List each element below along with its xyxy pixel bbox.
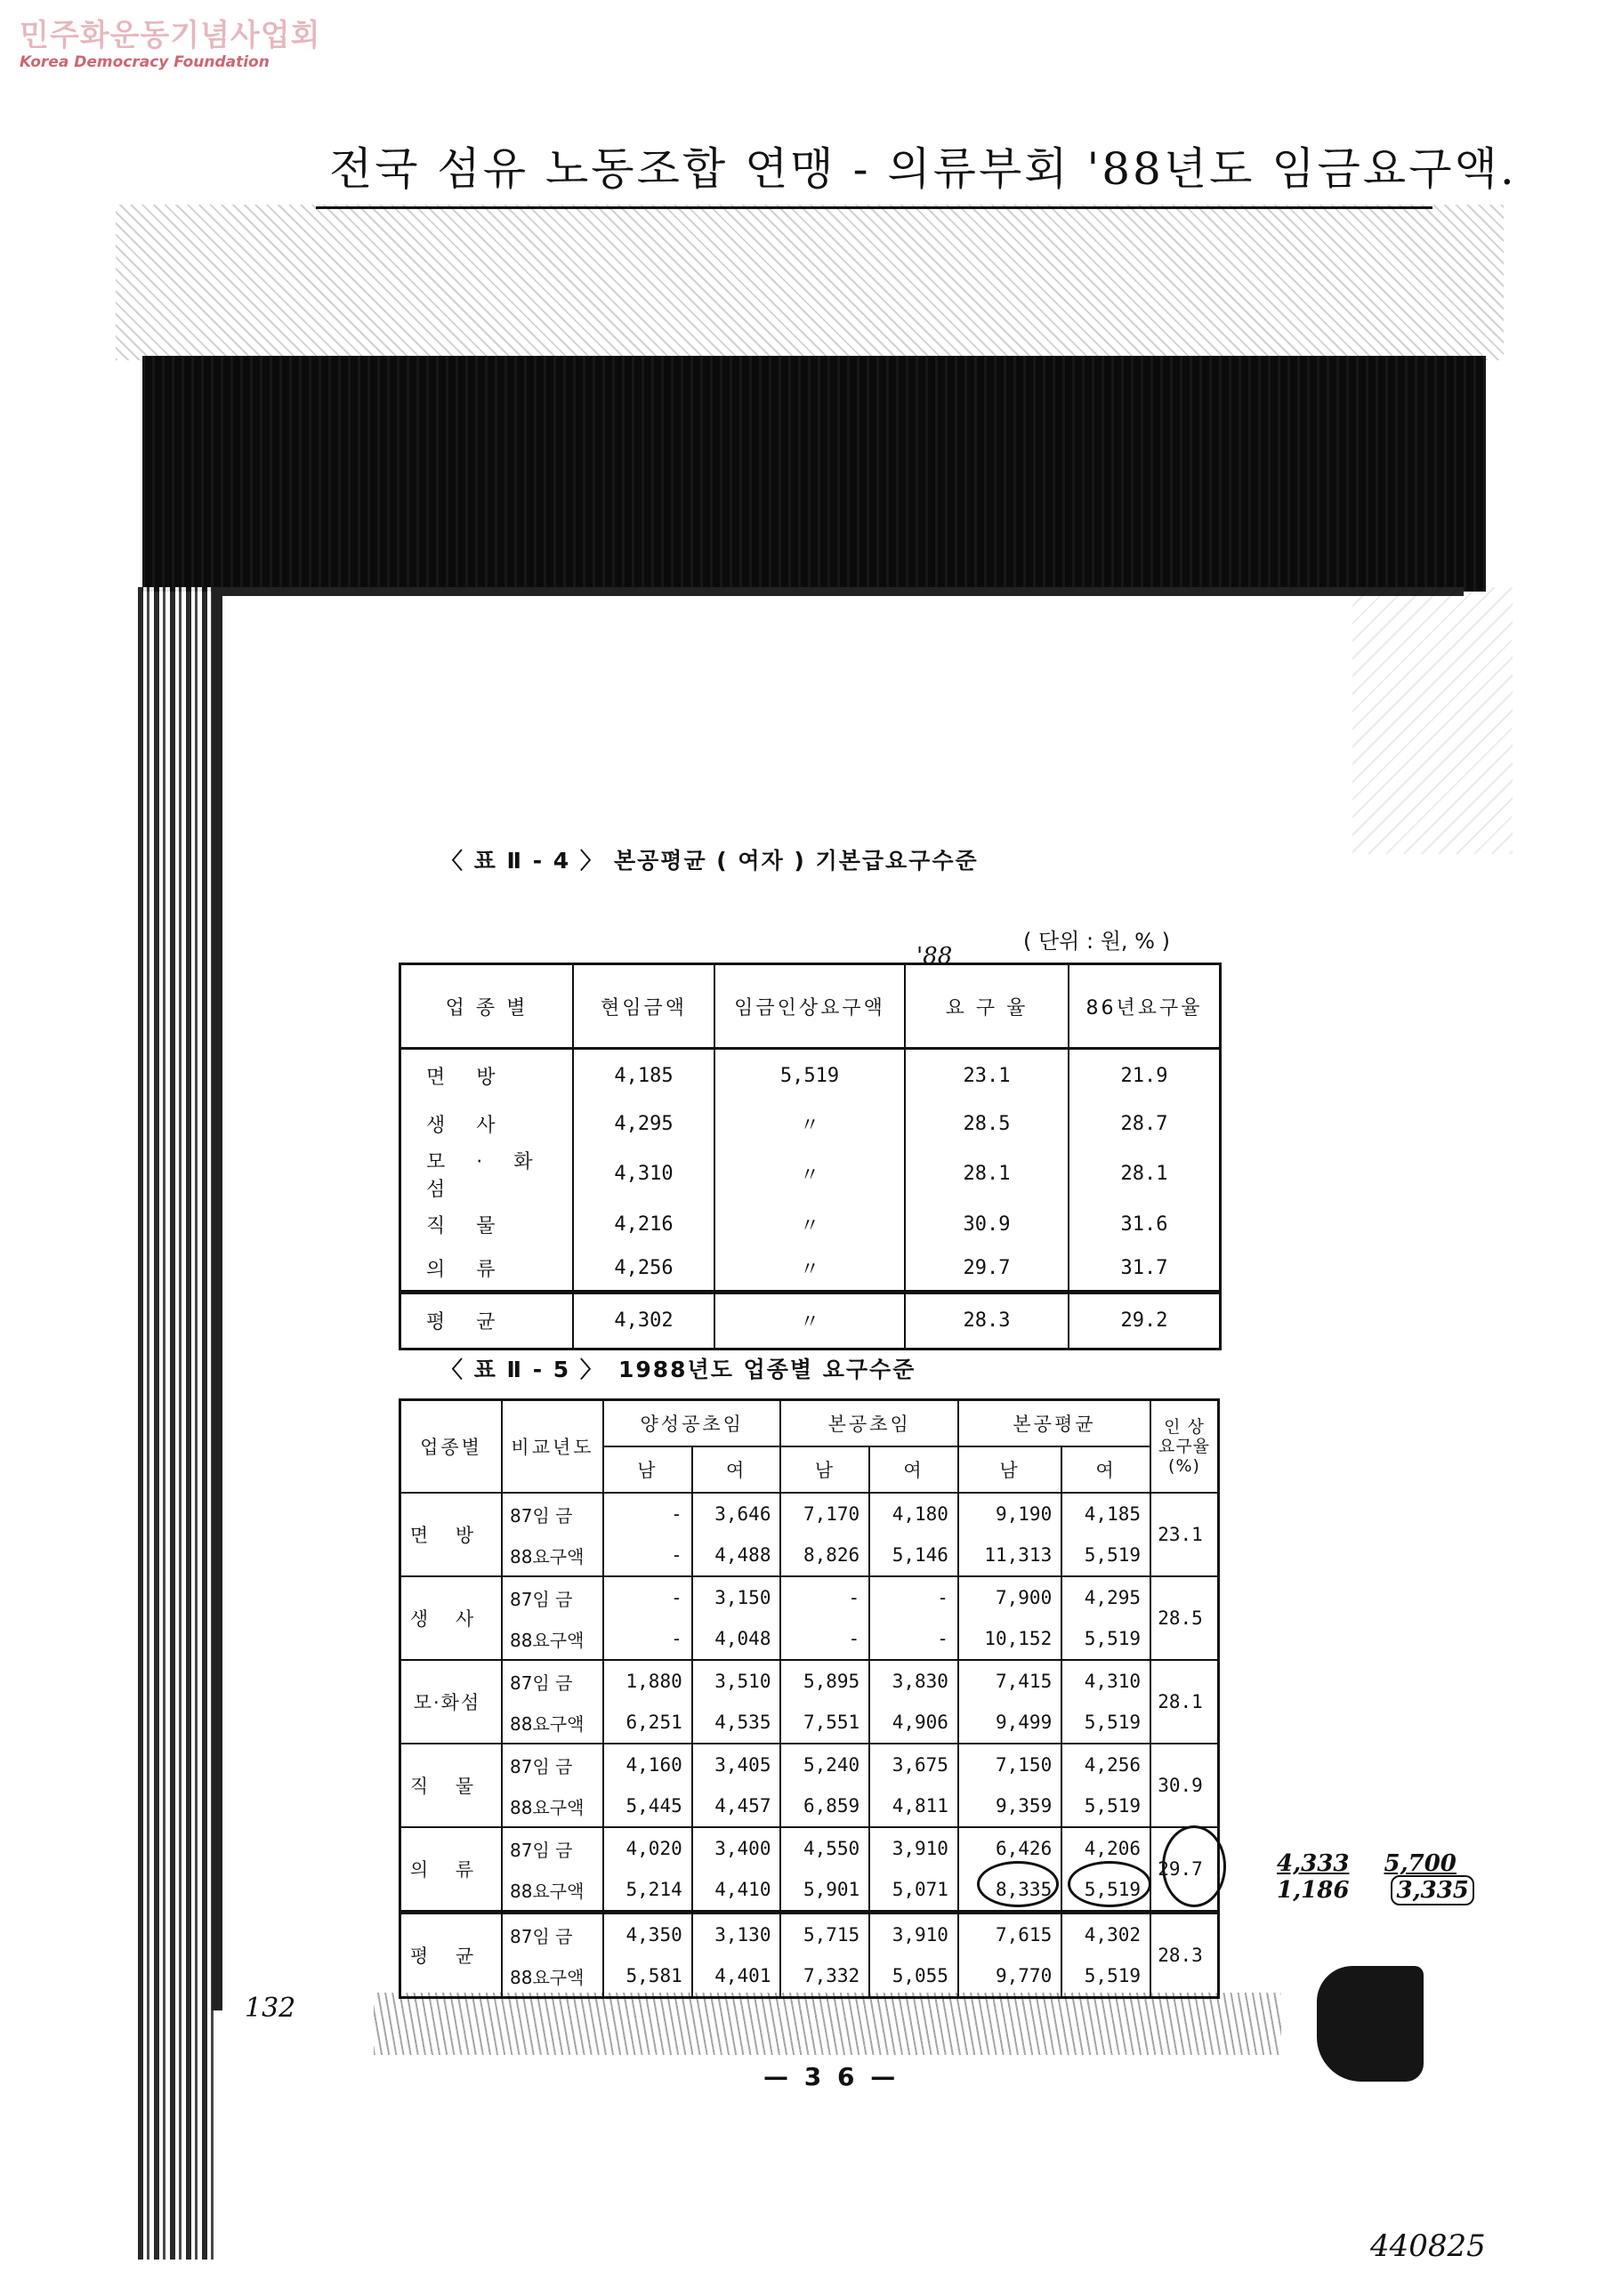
table-row	[400, 1203, 1221, 1246]
table-cell: 〃	[714, 1102, 905, 1146]
table-cell: 4,535	[692, 1702, 781, 1744]
table-cell: 28.7	[1069, 1102, 1221, 1146]
table5-header-rate: 인 상 요구율 (%)	[1150, 1400, 1219, 1494]
table-row	[400, 1660, 1219, 1702]
annotation-number: 1,186	[1277, 1877, 1350, 1904]
table-cell: 87임 금	[502, 1576, 603, 1618]
table-cell: 9,770	[958, 1955, 1061, 1998]
table-cell: 4,256	[1061, 1744, 1150, 1785]
table-cell: 6,251	[603, 1702, 692, 1744]
table-cell: 5,715	[780, 1913, 869, 1956]
table-cell: 5,519	[1061, 1702, 1150, 1744]
table-cell: 〃	[714, 1292, 905, 1349]
table-cell: 7,551	[780, 1702, 869, 1744]
table-cell: 88요구액	[502, 1785, 603, 1827]
table-cell: 88요구액	[502, 1702, 603, 1744]
table5-header-group: 본공초임	[780, 1400, 957, 1447]
table-row	[400, 1493, 1219, 1535]
table-cell: 21.9	[1069, 1049, 1221, 1102]
table-cell: -	[780, 1576, 869, 1618]
table-cell: 29.2	[1069, 1292, 1221, 1349]
table-cell: 4,216	[573, 1203, 714, 1246]
table-cell: 5,519	[1061, 1955, 1150, 1998]
table4-header: 현임금액	[573, 964, 714, 1049]
table-cell: 5,146	[869, 1535, 958, 1576]
table5-header-female: 여	[1061, 1446, 1150, 1493]
table-cell: 87임 금	[502, 1493, 603, 1535]
scan-edge-left	[138, 587, 218, 2260]
table-cell: 4,906	[869, 1702, 958, 1744]
table5-header-female: 여	[692, 1446, 781, 1493]
table-cell: 4,302	[573, 1292, 714, 1349]
table5-header-group: 양성공초임	[603, 1400, 780, 1447]
table-cell: 5,071	[869, 1869, 958, 1913]
table-cell-industry: 의 류	[400, 1827, 503, 1913]
table-cell: 4,550	[780, 1827, 869, 1869]
table-cell: 9,190	[958, 1493, 1061, 1535]
table-cell: -	[603, 1535, 692, 1576]
table5	[399, 1398, 1220, 1999]
table5-header-male: 남	[958, 1446, 1061, 1493]
document-serial: 440825	[1370, 2228, 1486, 2264]
table-cell: 87임 금	[502, 1660, 603, 1702]
table-cell: 8,335	[958, 1869, 1061, 1913]
table-cell: 28.1	[905, 1146, 1069, 1203]
table-cell: 3,400	[692, 1827, 781, 1869]
table-cell-rate: 29.7	[1150, 1827, 1219, 1913]
table5-header-industry: 업종별	[400, 1400, 503, 1494]
table-cell: 6,426	[958, 1827, 1061, 1869]
table-cell: 5,214	[603, 1869, 692, 1913]
table-cell: 87임 금	[502, 1744, 603, 1785]
table-cell: 4,020	[603, 1827, 692, 1869]
table-row	[400, 1618, 1219, 1660]
table-cell: 3,150	[692, 1576, 781, 1618]
table5-number: 〈 표 Ⅱ - 5 〉	[440, 1357, 604, 1382]
table-cell: 5,519	[1061, 1535, 1150, 1576]
table-cell: 7,900	[958, 1576, 1061, 1618]
table5-header-year: 비교년도	[502, 1400, 603, 1494]
table-cell: 88요구액	[502, 1869, 603, 1913]
table5-header-female: 여	[869, 1446, 958, 1493]
table-row	[400, 1535, 1219, 1576]
watermark-korean: 민주화운동기념사업회	[20, 18, 321, 53]
table-cell: 〃	[714, 1146, 905, 1203]
table-cell: 31.6	[1069, 1203, 1221, 1246]
table-cell: 87임 금	[502, 1827, 603, 1869]
table-cell: 4,457	[692, 1785, 781, 1827]
watermark-english: Korea Democracy Foundation	[20, 53, 270, 71]
table4-unit: ( 단위 : 원, % )	[1023, 929, 1170, 954]
table-cell: 5,581	[603, 1955, 692, 1998]
table-cell-industry: 직 물	[400, 1744, 503, 1827]
handwritten-scribble: 132	[245, 1993, 296, 2024]
table-cell: 면 방	[400, 1049, 574, 1102]
annotation-number: 4,333	[1277, 1850, 1350, 1877]
table5-header-male: 남	[780, 1446, 869, 1493]
table-cell: 생 사	[400, 1102, 574, 1146]
table4-number: 〈 표 Ⅱ - 4 〉	[440, 848, 604, 874]
table-cell: 4,160	[603, 1744, 692, 1785]
table-cell-rate: 28.5	[1150, 1576, 1219, 1660]
table-cell: 〃	[714, 1246, 905, 1293]
redaction-band-texture	[142, 356, 1486, 592]
table-cell: 87임 금	[502, 1913, 603, 1956]
table-cell: 28.3	[905, 1292, 1069, 1349]
table-cell: 4,256	[573, 1246, 714, 1293]
table-cell: 4,310	[1061, 1660, 1150, 1702]
table-cell: 3,675	[869, 1744, 958, 1785]
table-cell: 30.9	[905, 1203, 1069, 1246]
table-cell: 28.1	[1069, 1146, 1221, 1203]
handwritten-title: 전국 섬유 노동조합 연맹 - 의류부회 '88년도 임금요구액.	[329, 143, 1517, 195]
scan-edge-top	[218, 587, 1464, 596]
table-cell: 5,901	[780, 1869, 869, 1913]
table-cell: 5,519	[714, 1049, 905, 1102]
table-cell: 3,130	[692, 1913, 781, 1956]
table-cell: 3,405	[692, 1744, 781, 1785]
table-cell: 4,295	[1061, 1576, 1150, 1618]
table-cell: 88요구액	[502, 1955, 603, 1998]
table-row	[400, 1744, 1219, 1785]
table-row	[400, 1246, 1221, 1293]
table-cell: 31.7	[1069, 1246, 1221, 1293]
table-cell: 3,830	[869, 1660, 958, 1702]
table-cell: 5,519	[1061, 1785, 1150, 1827]
table-cell: 의 류	[400, 1246, 574, 1293]
table-cell: 4,206	[1061, 1827, 1150, 1869]
scan-edge-line	[212, 587, 222, 2010]
table4-header: 임금인상요구액	[714, 964, 905, 1049]
table-cell-rate: 23.1	[1150, 1493, 1219, 1576]
table-cell: 29.7	[905, 1246, 1069, 1293]
scan-noise-right	[1352, 587, 1513, 854]
table-cell: 3,910	[869, 1827, 958, 1869]
table-cell: 5,055	[869, 1955, 958, 1998]
table-cell: 11,313	[958, 1535, 1061, 1576]
annotation-number: 5,700	[1384, 1850, 1457, 1877]
table-cell: 4,310	[573, 1146, 714, 1203]
table5-title: 1988년도 업종별 요구수준	[618, 1357, 916, 1382]
table-cell-rate: 28.3	[1150, 1913, 1219, 1998]
scan-smudge	[1317, 1966, 1424, 2082]
table-cell: 10,152	[958, 1618, 1061, 1660]
table-cell: 28.5	[905, 1102, 1069, 1146]
table5-header-group: 본공평균	[958, 1400, 1150, 1447]
table4-header: 업 종 별	[400, 964, 574, 1049]
annotation-number: 3,335	[1391, 1875, 1473, 1905]
handwritten-annotation	[1241, 1850, 1474, 1904]
handwritten-circle	[977, 1861, 1059, 1907]
table-cell: 8,826	[780, 1535, 869, 1576]
table-cell: 7,615	[958, 1913, 1061, 1956]
table-cell: 4,185	[573, 1049, 714, 1102]
table-cell: 평 균	[400, 1292, 574, 1349]
table-cell: -	[780, 1618, 869, 1660]
table-row	[400, 1102, 1221, 1146]
handwritten-circle	[1162, 1825, 1226, 1907]
table-cell-rate: 28.1	[1150, 1660, 1219, 1744]
table4-header: 86년요구율	[1069, 964, 1221, 1049]
table-cell: 3,510	[692, 1660, 781, 1702]
page-number: — 3 6 —	[763, 2062, 900, 2091]
table-cell: -	[603, 1493, 692, 1535]
table-cell: 23.1	[905, 1049, 1069, 1102]
table-cell: 7,415	[958, 1660, 1061, 1702]
table-cell: 1,880	[603, 1660, 692, 1702]
table-cell-industry: 모·화섬	[400, 1660, 503, 1744]
table-cell-industry: 평 균	[400, 1913, 503, 1998]
table-cell: 88요구액	[502, 1535, 603, 1576]
table-cell: 5,445	[603, 1785, 692, 1827]
table-cell: 9,499	[958, 1702, 1061, 1744]
table-cell-rate: 30.9	[1150, 1744, 1219, 1827]
table-cell: 3,646	[692, 1493, 781, 1535]
table-cell: 5,519	[1061, 1618, 1150, 1660]
table4-header: 요 구 율	[905, 964, 1069, 1049]
table-row	[400, 1955, 1219, 1998]
table-cell: 7,150	[958, 1744, 1061, 1785]
table4-title: 본공평균 ( 여자 ) 기본급요구수준	[614, 848, 979, 874]
table-cell: -	[869, 1618, 958, 1660]
table-cell: 4,295	[573, 1102, 714, 1146]
table-cell: 4,048	[692, 1618, 781, 1660]
scan-noise-top	[116, 205, 1504, 360]
table-row	[400, 1702, 1219, 1744]
table-row	[400, 1146, 1221, 1203]
table-cell: 5,895	[780, 1660, 869, 1702]
table-row	[400, 1576, 1219, 1618]
table-cell: 4,811	[869, 1785, 958, 1827]
table-cell-industry: 면 방	[400, 1493, 503, 1576]
table-cell: 4,185	[1061, 1493, 1150, 1535]
table-cell: 4,488	[692, 1535, 781, 1576]
table-cell: 5,519	[1061, 1869, 1150, 1913]
table-cell: 4,302	[1061, 1913, 1150, 1956]
table4-header-row	[400, 964, 1221, 1049]
table4	[399, 963, 1222, 1350]
table-cell: 〃	[714, 1203, 905, 1246]
table-cell: -	[603, 1576, 692, 1618]
table5-header-male: 남	[603, 1446, 692, 1493]
table5-header-row	[400, 1400, 1219, 1447]
table-cell: 5,240	[780, 1744, 869, 1785]
table-cell: 3,910	[869, 1913, 958, 1956]
table-cell: 88요구액	[502, 1618, 603, 1660]
table-row	[400, 1913, 1219, 1956]
handwritten-year-note: '88	[916, 943, 953, 970]
table-cell: 7,332	[780, 1955, 869, 1998]
table-cell: -	[869, 1576, 958, 1618]
table-cell: 직 물	[400, 1203, 574, 1246]
table-cell: 4,401	[692, 1955, 781, 1998]
table-cell: 모 · 화섬	[400, 1146, 574, 1203]
table-cell: -	[603, 1618, 692, 1660]
table-cell: 6,859	[780, 1785, 869, 1827]
table-cell: 4,350	[603, 1913, 692, 1956]
scan-noise-bottom	[374, 1993, 1281, 2055]
table-row	[400, 1785, 1219, 1827]
table-cell-industry: 생 사	[400, 1576, 503, 1660]
table-row	[400, 1049, 1221, 1102]
handwritten-circle	[1068, 1861, 1151, 1907]
table-average-row	[400, 1292, 1221, 1349]
table-cell: 4,410	[692, 1869, 781, 1913]
table-cell: 9,359	[958, 1785, 1061, 1827]
table-cell: 7,170	[780, 1493, 869, 1535]
table-cell: 4,180	[869, 1493, 958, 1535]
